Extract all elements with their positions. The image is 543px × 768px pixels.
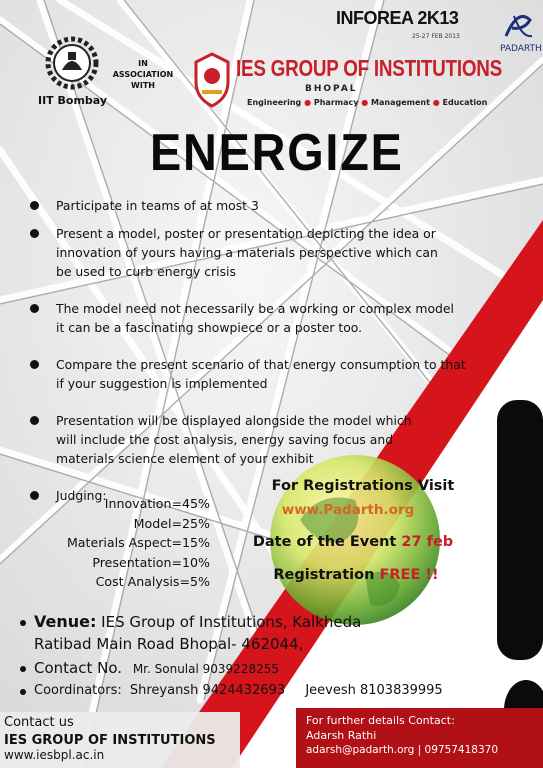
venue-line: Venue: IES Group of Institutions, Kalkheda xyxy=(20,612,443,632)
ies-city: BHOPAL xyxy=(305,84,358,94)
footer-contact-info[interactable]: adarsh@padarth.org | 09757418370 xyxy=(306,744,499,756)
footer-details-heading: For further details Contact: xyxy=(306,714,455,727)
judging-criteria xyxy=(50,494,210,592)
judging-item: Presentation=10% xyxy=(92,554,210,570)
event-dates: 25-27 FEB 2013 xyxy=(412,33,460,40)
footer-contact-us xyxy=(0,712,240,768)
coordinators-line: Coordinators: Shreyansh 9424432693 Jeevesh 8103839995 xyxy=(20,681,443,701)
judging-item: Materials Aspect=15% xyxy=(66,535,210,550)
venue-contact-block xyxy=(20,612,443,701)
main-title: ENERGIZE xyxy=(150,124,404,182)
footer-contact-name: Adarsh Rathi xyxy=(306,729,377,742)
ies-logo-emblem xyxy=(192,52,232,108)
iit-bombay-label: IIT Bombay xyxy=(38,94,108,107)
rule-item: Compare the present scenario of that energy consumption to that if your suggestion is implemented xyxy=(30,355,476,393)
judging-item: Model=25% xyxy=(133,515,210,531)
rules-list xyxy=(30,196,470,505)
ies-title: IES GROUP OF INSTITUTIONS xyxy=(236,55,502,81)
event-date: Date of the Event 27 feb xyxy=(252,534,454,550)
padarth-label: PADARTH xyxy=(500,44,542,54)
contact-line: Contact No. Mr. Sonulal 9039228255 xyxy=(20,658,443,679)
judging-item: Cost Analysis=5% xyxy=(95,574,210,589)
event-logo-text: INFOREA 2K13 xyxy=(336,8,459,28)
venue-address: Ratibad Main Road Bhopal- 462044, xyxy=(34,635,304,653)
rule-item: Presentation will be displayed alongside the model which will include the cost analysis, energy saving focus and materials science element of your exhibit xyxy=(30,411,428,468)
rule-item: Participate in teams of at most 3 xyxy=(30,196,470,215)
association-text: IN ASSOCIATION WITH xyxy=(112,59,174,90)
rule-item-judging: Judging: xyxy=(30,486,470,505)
judging-item: Innovation=45% xyxy=(104,496,210,511)
footer-org: IES GROUP OF INSTITUTIONS xyxy=(4,733,216,748)
registration-fee: Registration FREE !! xyxy=(273,567,439,583)
padarth-logo xyxy=(498,6,538,44)
footer-website[interactable]: www.iesbpl.ac.in xyxy=(4,748,105,762)
registration-visit-label: For Registrations Visit xyxy=(271,478,455,494)
ies-tagline: Engineering ● Pharmacy ● Management ● Education xyxy=(247,98,488,107)
footer-heading: Contact us xyxy=(4,715,74,730)
registration-url[interactable]: www.Padarth.org xyxy=(281,502,415,518)
rule-item: The model need not necessarily be a working or complex model it can be a fascinating showpiece or a poster too. xyxy=(30,299,456,337)
iit-bombay-logo xyxy=(44,34,100,92)
rule-item: Present a model, poster or presentation depicting the idea or innovation of yours having a materials perspective which can be used to curb energy crisis xyxy=(30,224,456,281)
footer-further-details xyxy=(296,708,543,768)
